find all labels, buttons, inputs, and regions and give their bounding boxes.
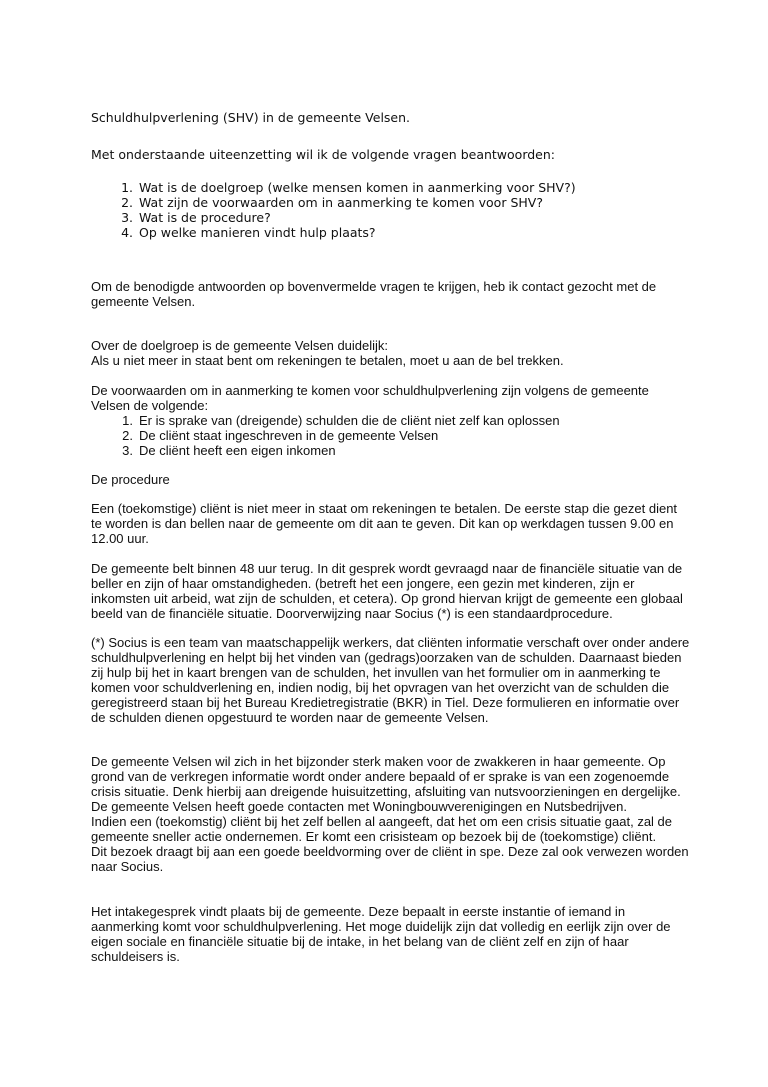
list-text: Er is sprake van (dreigende) schulden die de cliënt niet zelf kan oplossen [139,413,560,428]
list-item [122,443,699,458]
list-item [122,428,699,443]
list-number: 1. [121,180,133,195]
intake-paragraph: Het intakegesprek vindt plaats bij de gemeente. Deze bepaalt in eerste instantie of iemand in aanmerking komt voor schuldhulpverlening. Het moge duidelijk zijn dat volledig en eerlijk zijn over de eigen sociale en financiële situatie bij de intake, in het belang van de cliënt zelf en zijn of haar schuldeisers is. [91,904,671,964]
document-title: Schuldhulpverlening (SHV) in de gemeente Velsen. [91,110,411,125]
list-item [121,225,699,240]
list-text: Wat is de doelgroep (welke mensen komen in aanmerking voor SHV?) [139,180,576,195]
zwakkeren-paragraph: De gemeente Velsen wil zich in het bijzonder sterk maken voor de zwakkeren in haar gemeente. Op grond van de verkregen informatie wordt onder andere bepaald of er sprake is van een zogenoemde crisis situatie. Denk hierbij aan dreigende huisuitzetting, afsluiting van nutsvoorzieningen en dergelijke. [91,754,681,799]
procedure-heading: De procedure [91,472,170,487]
list-item [121,210,699,225]
list-text: Op welke manieren vindt hulp plaats? [139,225,376,240]
list-number: 2. [122,428,133,443]
list-number: 1. [122,413,133,428]
crisis-paragraph: Indien een (toekomstig) cliënt bij het zelf bellen al aangeeft, dat het om een crisis situatie gaat, zal de gemeente sneller actie ondernemen. Er komt een crisisteam op bezoek bij de (toekomstige) cliënt. [91,814,673,844]
list-number: 3. [121,210,133,225]
list-text: Wat is de procedure? [139,210,271,225]
voorwaarden-list [122,413,699,458]
list-item [121,195,699,210]
doelgroep-line-1: Over de doelgroep is de gemeente Velsen duidelijk: [91,338,389,353]
voorwaarden-intro: De voorwaarden om in aanmerking te komen voor schuldhulpverlening zijn volgens de gemeente Velsen de volgende: [91,383,649,413]
list-text: De cliënt heeft een eigen inkomen [139,443,336,458]
list-item [122,413,699,428]
procedure-paragraph: Een (toekomstige) cliënt is niet meer in staat om rekeningen te betalen. De eerste stap die gezet dient te worden is dan bellen naar de gemeente om dit aan te geven. Dit kan op werkdagen tussen 9.00 en 12.00 uur. [91,501,678,546]
socius-paragraph: (*) Socius is een team van maatschappelijk werkers, dat cliënten informatie verschaft over onder andere schuldhulpverlening en helpt bij het vinden van (gedrags)oorzaken van de schulden. Daarnaast bieden zij hulp bij het in kaart brengen van de schulden, het invullen van het formulier om in aanmerking te komen voor schuldverlening en, indien nodig, bij het opvragen van het overzicht van de schulden die geregistreerd staan bij het Bureau Kredietregistratie (BKR) in Tiel. Deze formulieren en informatie over de schulden dienen opgestuurd te worden naar de gemeente Velsen. [91,635,690,725]
list-number: 4. [121,225,133,240]
questions-list [121,180,699,240]
list-item [121,180,699,195]
doelgroep-line-2: Als u niet meer in staat bent om rekeningen te betalen, moet u aan de bel trekken. [91,353,564,368]
list-number: 3. [122,443,133,458]
bezoek-paragraph: Dit bezoek draagt bij aan een goede beeldvorming over de cliënt in spe. Deze zal ook verwezen worden naar Socius. [91,844,689,874]
list-text: Wat zijn de voorwaarden om in aanmerking te komen voor SHV? [139,195,543,210]
intro-paragraph: Met onderstaande uiteenzetting wil ik de volgende vragen beantwoorden: [91,147,556,162]
terugbellen-paragraph: De gemeente belt binnen 48 uur terug. In dit gesprek wordt gevraagd naar de financiële situatie van de beller en zijn of haar omstandigheden. (betreft het een jongere, een gezin met kinderen, zijn er inkomsten uit arbeid, wat zijn de schulden, et cetera). Op grond hiervan krijgt de gemeente een globaal beeld van de financiële situatie. Doorverwijzing naar Socius (*) is een standaardprocedure. [91,561,683,621]
list-text: De cliënt staat ingeschreven in de gemeente Velsen [139,428,439,443]
list-number: 2. [121,195,133,210]
contact-paragraph: Om de benodigde antwoorden op bovenvermelde vragen te krijgen, heb ik contact gezocht met de gemeente Velsen. [91,279,657,309]
contacten-line: De gemeente Velsen heeft goede contacten met Woningbouwverenigingen en Nutsbedrijven. [91,799,628,814]
